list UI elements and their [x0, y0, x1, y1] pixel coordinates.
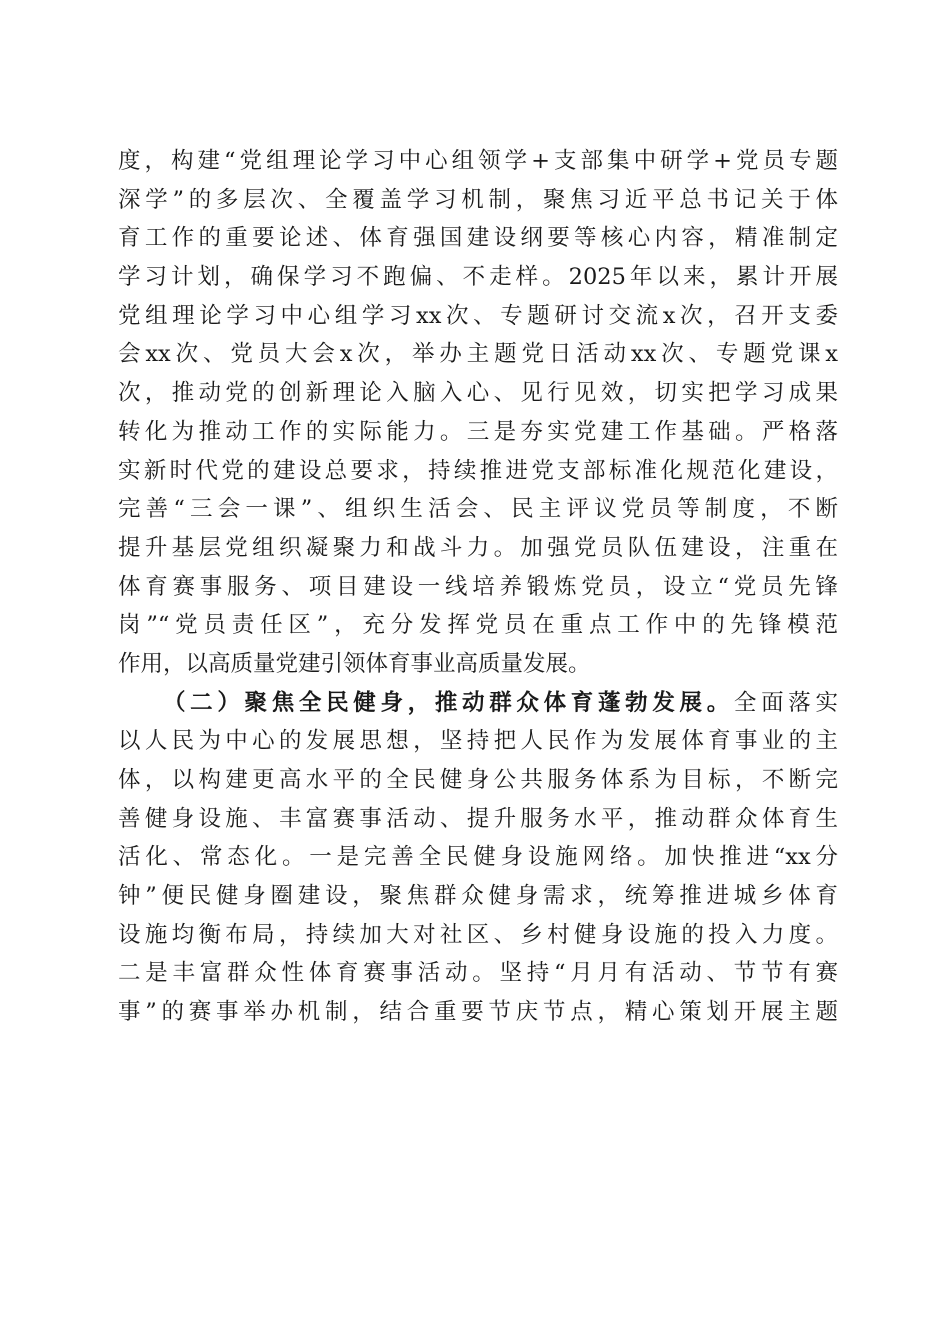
text-line: 育工作的重要论述、体育强国建设纲要等核心内容，精准制定: [118, 225, 838, 252]
text-line: 转化为推动工作的实际能力。三是夯实党建工作基础。严格落: [118, 418, 838, 445]
text-line: 度，构建“党组理论学习中心组领学+支部集中研学+党员专题: [118, 148, 838, 174]
section-heading-rest: 全面落实: [733, 689, 838, 716]
text-line: 活化、常态化。一是完善全民健身设施网络。加快推进“xx分: [118, 844, 838, 871]
section-heading-line: [118, 684, 838, 723]
text-line: 次，推动党的创新理论入脑入心、见行见效，切实把学习成果: [118, 380, 838, 407]
text-line: 提升基层党组织凝聚力和战斗力。加强党员队伍建设，注重在: [118, 534, 838, 561]
text-line: 设施均衡布局，持续加大对社区、乡村健身设施的投入力度。: [118, 921, 838, 948]
text-line: 会xx次、党员大会x次，举办主题党日活动xx次、专题党课x: [118, 341, 838, 368]
text-line: 事”的赛事举办机制，结合重要节庆节点，精心策划开展主题: [118, 999, 838, 1026]
text-line: 岗”“党员责任区”，充分发挥党员在重点工作中的先锋模范: [118, 612, 838, 639]
text-line: 体育赛事服务、项目建设一线培养锻炼党员，设立“党员先锋: [118, 573, 838, 600]
text-line: 善健身设施、丰富赛事活动、提升服务水平，推动群众体育生: [118, 805, 838, 832]
text-line: 学习计划，确保学习不跑偏、不走样。2025年以来，累计开展: [118, 264, 838, 291]
body-text: [118, 142, 838, 1032]
text-line: 实新时代党的建设总要求，持续推进党支部标准化规范化建设，: [118, 457, 838, 484]
text-line: 完善“三会一课”、组织生活会、民主评议党员等制度，不断: [118, 496, 838, 523]
text-line: 党组理论学习中心组学习xx次、专题研讨交流x次，召开支委: [118, 302, 838, 329]
text-line: 以人民为中心的发展思想，坚持把人民作为发展体育事业的主: [118, 728, 838, 755]
text-line: 二是丰富群众性体育赛事活动。坚持“月月有活动、节节有赛: [118, 960, 838, 987]
text-line: 作用，以高质量党建引领体育事业高质量发展。: [118, 650, 591, 677]
section-heading: （二）聚焦全民健身，推动群众体育蓬勃发展。: [163, 689, 734, 716]
text-line: 体，以构建更高水平的全民健身公共服务体系为目标，不断完: [118, 767, 838, 793]
text-line: 钟”便民健身圈建设，聚焦群众健身需求，统筹推进城乡体育: [118, 883, 838, 910]
text-line: 深学”的多层次、全覆盖学习机制，聚焦习近平总书记关于体: [118, 186, 838, 213]
